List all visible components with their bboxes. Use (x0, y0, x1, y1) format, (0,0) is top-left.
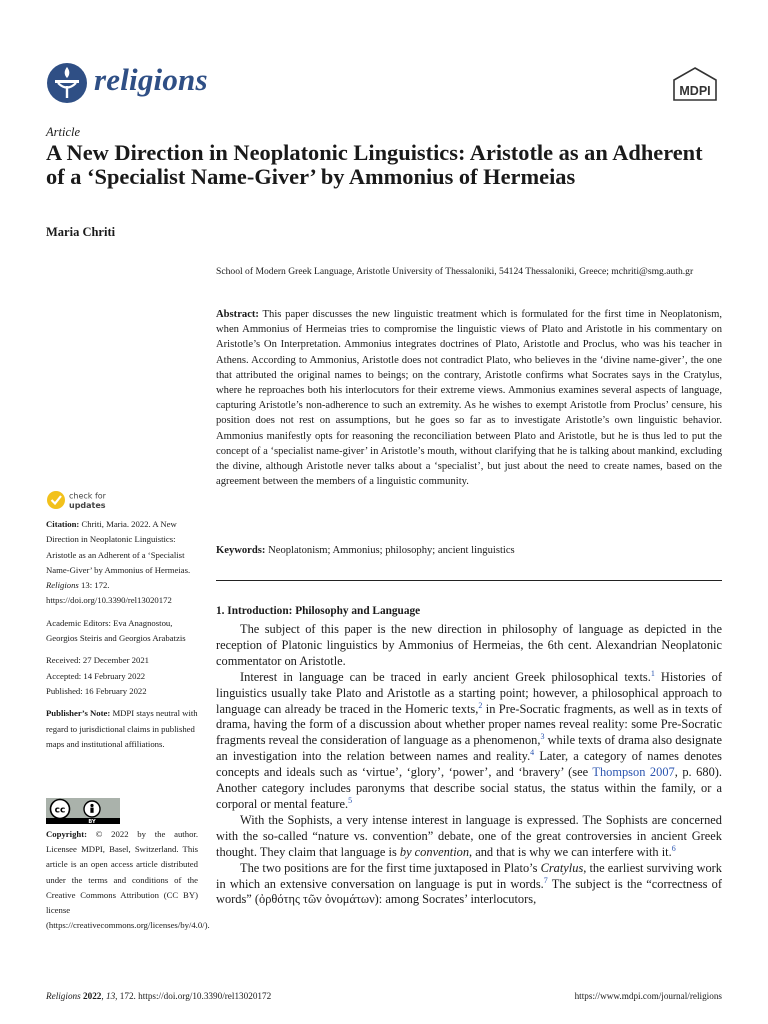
footnote-mark[interactable]: 3 (540, 732, 545, 742)
check-for-label: check for (69, 491, 106, 501)
paragraph: With the Sophists, a very intense interest in language is expressed. The Sophists are concerned with the so-called “nature vs. convention” debate, one of the great controversies in ancient Greek thought. They claim that language is by convention, and that is why we can interfere with it.$^6$ (216, 812, 722, 859)
mdpi-logo-icon[interactable] (669, 66, 721, 102)
abstract-label: Abstract: (216, 309, 259, 320)
journal-name[interactable]: religions (94, 62, 208, 97)
page-footer (46, 991, 722, 1001)
footnote-mark[interactable]: 4 (530, 748, 535, 758)
paragraph: The two positions are for the first time juxtaposed in Plato’s Cratylus, the earliest surviving work in which an extensive conversation on language is put in words.$^7$ The subject is the “correctness of words” (ὀρθότης τῶν ὀνομάτων): among Socrates’ interlocutors, (216, 860, 722, 907)
footnote-mark[interactable]: 1 (650, 668, 655, 678)
keywords-list: Neoplatonism; Ammonius; philosophy; ancient linguistics (268, 545, 515, 556)
article-type: Article (46, 125, 81, 139)
paragraph: Interest in language can be traced in early ancient Greek philosophical texts.$^1$ Histories of linguistics usually take Plato and Aristotle as a starting point; however, a philosophical approach to language can already be traced in the Homeric texts,$^2$ in Pre-Socratic fragments, as well as in texts of drama, having the form of a discussion about whether proper names reveal reality: some Pre-Socratic fragments reveal the consideration of language as a phenomenon,$^3$ while texts of drama also designate an investigation into the relation between names and reality.$^4$ Later, a category of names denotes concepts and ideals such as ‘virtue’, ‘glory’, ‘power’, and ‘bravery’ (see Thompson 2007, p. 680). Another category includes paronyms that describe social status, the status within the family, or a corporal or mental feature.$^5$ (216, 668, 723, 811)
affiliation: School of Modern Greek Language, Aristotle University of Thessaloniki, 54124 Thessaloniki, Greece; mchriti@smg.auth.gr (216, 266, 694, 277)
paragraph: The subject of this paper is the new direction in philosophy of language as depicted in the reception of Platonic linguistics by Ammonius of Hermeias, the 6th cent. Alexandrian Neoplatonic commentator on Aristotle. (216, 622, 722, 668)
publisher-note: Publisher’s Note: MDPI stays neutral with regard to jurisdictional claims in published maps and institutional affiliations. (46, 708, 198, 749)
sidebar (46, 517, 198, 759)
footer-journal-url[interactable]: https://www.mdpi.com/journal/religions (574, 991, 722, 1001)
updates-label: updates (69, 501, 106, 510)
body-text (216, 622, 722, 908)
keywords-label: Keywords: (216, 545, 266, 556)
cc-by-license-icon[interactable] (46, 798, 120, 824)
copyright-block: Copyright: © 2022 by the author. Licensee MDPI, Basel, Switzerland. This article is an open access article distributed under the terms and conditions of the Creative Commons Attribution (CC BY) license (https://creativecommons.org/licenses/by/4.0/). (46, 829, 210, 931)
cc-text: cc (54, 805, 66, 816)
mdpi-logo-text: MDPI (679, 84, 711, 98)
academic-editors: Academic Editors: Eva Anagnostou, Georgios Steiris and Georgios Arabatzis (46, 617, 186, 644)
published-date: Published: 16 February 2022 (46, 685, 147, 696)
footer-citation[interactable]: Religions 2022, 13, 172. https://doi.org/10.3390/rel13020172 (46, 991, 272, 1001)
keywords (216, 543, 722, 558)
footnote-mark[interactable]: 5 (348, 795, 353, 805)
abstract-text: This paper discusses the new linguistic treatment which is formulated for the first time in Neoplatonism, when Ammonius of Hermeias tries to compromise the linguistic views of Plato and Aristotle in his commentary on Aristotle’s On Interpretation. Ammonius integrates doctrines of Plato, Aristotle and Proclus, who was his teacher in Athens. According to Ammonius, Aristotle does not contradict Plato, who believes in the ‘divine name-giver’, the one that attributed the original names to beings; on the contrary, Aristotle confirms what Socrates says in the Cratylus, where he reproaches both his interlocutors for their extreme views. Ammonius examines several aspects of language, capturing Aristotle’s non-adherence to such an extremity. As he wishes to exempt Aristotle from Proclus’ censure, his position does not rest on assumptions, but he goes so far as to investigate Aristotle’s own linguistic behavior. Ammonius manifestly opts for reasoning the reconciliation between Plato and Aristotle, but he is thus led to put the concept of a ‘specialist name-giver’ in Aristotle’s mouth, without clarifying that he is talking about mankind, excluding the divine, although Aristotle never talks about a ‘specialist’, but just about the need to create names, based on the agreement between the members of a linguistic community. (216, 309, 722, 488)
by-text: BY (88, 819, 96, 824)
accepted-date: Accepted: 14 February 2022 (46, 670, 146, 681)
footnote-mark[interactable]: 2 (478, 700, 483, 710)
footnote-mark[interactable]: 7 (543, 875, 548, 885)
received-date: Received: 27 December 2021 (46, 655, 150, 666)
footnote-mark[interactable]: 6 (671, 843, 676, 853)
article-title: A New Direction in Neoplatonic Linguistics: Aristotle as an Adherent of a ‘Specialist Name-Giver’ by Ammonius of Hermeias (46, 140, 703, 189)
abstract (216, 307, 722, 489)
section-divider (216, 580, 722, 581)
citation-link[interactable]: Thompson 2007 (592, 765, 675, 780)
author-name: Maria Chriti (46, 225, 116, 239)
check-for-updates-button[interactable] (46, 488, 116, 512)
section-heading: 1. Introduction: Philosophy and Language (216, 605, 421, 617)
dates (46, 653, 198, 699)
citation-block: Citation: Chriti, Maria. 2022. A New Direction in Neoplatonic Linguistics: Aristotle as an Adherent of a ‘Specialist Name-Giver’ by Ammonius of Hermeias. Religions 13: 172. https://doi.org/10.3390/rel13020172 (46, 519, 191, 606)
journal-logo-icon (46, 62, 88, 104)
